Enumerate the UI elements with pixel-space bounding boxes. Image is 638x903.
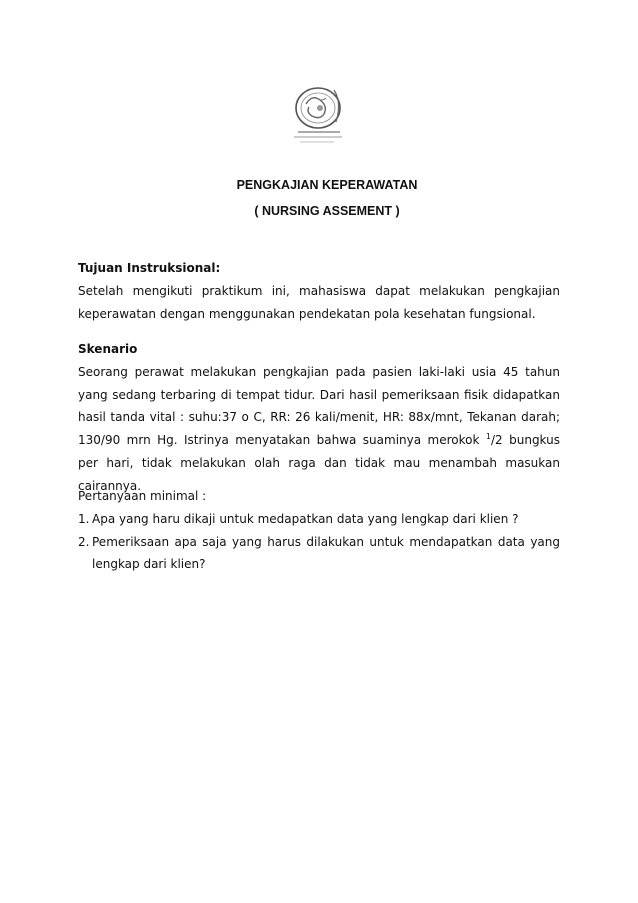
list-item-number: 1.: [78, 511, 90, 526]
section-tujuan: [78, 257, 560, 325]
page-title: PENGKAJIAN KEPERAWATAN: [236, 178, 418, 192]
pertanyaan-heading: Pertanyaan minimal :: [78, 489, 207, 503]
list-item: [78, 531, 560, 577]
list-item-text: Apa yang haru dikaji untuk medapatkan data yang lengkap dari klien ?: [92, 511, 519, 526]
skenario-body-part1: Seorang perawat melakukan pengkajian pada pasien laki-laki usia 45 tahun yang sedang terbaring di tempat tidur. Dari hasil pemeriksaan fisik didapatkan hasil tanda vital : suhu:37 o C, RR: 26 kali/menit, HR: 88x/mnt, Tekanan darah; 130/90 mrn Hg. Istrinya menyatakan bahwa suaminya merokok: [78, 364, 560, 448]
tujuan-heading: Tujuan Instruksional:: [78, 261, 221, 275]
section-pertanyaan: [78, 485, 560, 576]
skenario-heading: Skenario: [78, 342, 138, 356]
list-item-text: Pemeriksaan apa saja yang harus dilakukan untuk mendapatkan data yang lengkap dari klien?: [92, 534, 560, 572]
title-block: [0, 178, 638, 218]
fraction-numerator: 1: [485, 432, 491, 442]
page-subtitle: ( NURSING ASSEMENT ): [254, 204, 400, 218]
section-skenario: [78, 338, 560, 498]
fraction-rest: /2: [490, 433, 503, 448]
question-list: [78, 508, 560, 576]
tujuan-body: Setelah mengikuti praktikum ini, mahasiswa dapat melakukan pengkajian keperawatan dengan menggunakan pendekatan pola kesehatan fungsional.: [78, 283, 560, 321]
list-item: [78, 508, 560, 531]
list-item-number: 2.: [78, 534, 90, 549]
skenario-body-part2: bungkus per hari, tidak melakukan olah raga dan tidak mau menambah masukan cairannya.: [78, 433, 560, 493]
university-seal-logo-icon: [276, 82, 356, 152]
skenario-body: [78, 361, 560, 498]
